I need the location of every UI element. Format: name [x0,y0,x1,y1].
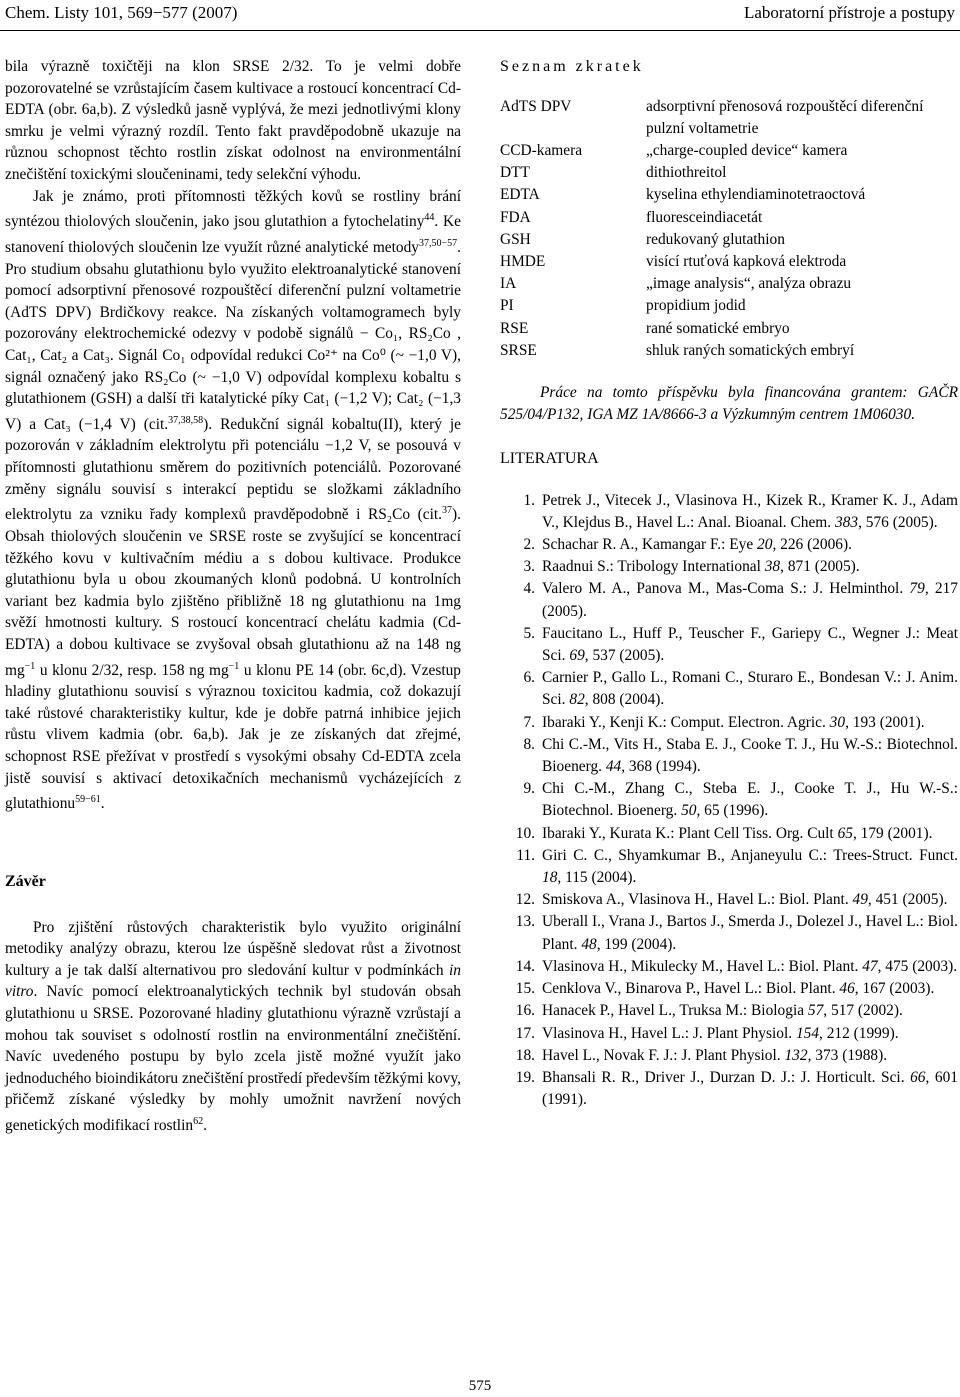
reference-number: 18. [515,1046,535,1064]
reference-text: Valero M. A., Panova M., Mas-Coma S.: J. Helminthol. 79, 217 (2005). [542,580,958,620]
literature-title: LITERATURA [500,450,599,468]
reference-item [500,734,958,778]
reference-text: Chi C.-M., Zhang C., Steba E. J., Cooke T. J., Hu W.-S.: Biotechnol. Bioenerg. 50, 65 (1996). [542,780,958,820]
page-number: 575 [468,1378,492,1394]
reference-text: Petrek J., Vitecek J., Vlasinova H., Kizek R., Kramer K. J., Adam V., Klejdus B., Havel L.: Anal. Bioanal. Chem. 383, 576 (2005). [542,491,958,531]
reference-volume: 20 [757,536,773,554]
abbreviations-title: Seznam zkratek [500,58,644,75]
reference-volume: 38 [764,558,781,576]
reference-number: 3. [523,558,535,576]
reference-text: Hanacek P., Havel L., Truksa M.: Biologia 57, 517 (2002). [542,1002,903,1020]
section-title-conclusion: Závěr [5,872,46,890]
reference-text: Ibaraki Y., Kenji K.: Comput. Electron. Agric. 30, 193 (2001). [542,713,925,731]
abbreviation-row [500,295,958,317]
reference-number: 7. [523,713,535,731]
reference-item [500,578,958,622]
reference-number: 17. [515,1024,535,1042]
reference-volume: 50 [681,802,697,820]
abbreviation-value: shluk raných somatických embryí [646,341,855,359]
reference-item [500,778,958,822]
reference-number: 16. [515,1002,535,1020]
reference-volume: 383 [834,513,859,531]
abbreviations-list [500,96,958,362]
abbreviation-value: visící rtuťová kapková elektroda [646,253,847,271]
abbreviation-row [500,96,958,140]
reference-item [500,534,958,556]
abbreviation-row [500,229,958,251]
reference-item [500,978,958,1000]
reference-item [500,667,958,711]
reference-number: 9. [523,780,535,798]
abbreviation-value: kyselina ethylendiaminotetraoctová [646,186,866,204]
reference-item [500,823,958,845]
reference-text: Vlasinova H., Mikulecky M., Havel L.: Biol. Plant. 47, 475 (2003). [542,957,958,975]
abbreviation-key: DTT [500,164,530,182]
reference-text: Ibaraki Y., Kurata K.: Plant Cell Tiss. Org. Cult 65, 179 (2001). [542,824,933,842]
grant-acknowledgement: Práce na tomto příspěvku byla financována grantem: GAČR 525/04/P132, IGA MZ 1A/8666-3 a Výzkumným centrem 1M06030. [500,384,958,424]
reference-text: Uberall I., Vrana J., Bartos J., Smerda J., Dolezel J., Havel L.: Biol. Plant. 48, 199 (2004). [542,913,958,953]
reference-item [500,845,958,889]
reference-number: 11. [516,846,535,864]
reference-volume: 79 [909,580,925,598]
reference-volume: 154 [795,1024,820,1042]
abbreviation-key: RSE [500,319,529,337]
reference-text: Schachar R. A., Kamangar F.: Eye 20, 226 (2006). [542,536,852,554]
reference-volume: 65 [837,824,853,842]
abbreviation-row [500,318,958,340]
reference-item [500,1067,958,1111]
abbreviation-key: EDTA [500,186,540,204]
reference-text: Raadnui S.: Tribology International 38, 871 (2005). [542,558,860,576]
reference-text: Smiskova A., Vlasinova H., Havel L.: Biol. Plant. 49, 451 (2005). [542,891,948,909]
reference-text: Faucitano L., Huff P., Teuscher F., Gariepy C., Wegner J.: Meat Sci. 69, 537 (2005). [542,624,958,665]
abbreviation-key: SRSE [500,341,537,359]
abbreviation-row [500,162,958,184]
reference-number: 13. [515,913,535,931]
abbreviation-row [500,340,958,362]
abbreviation-value: redukovaný glutathion [646,230,785,248]
reference-volume: 69 [569,647,585,665]
reference-item [500,556,958,578]
abbreviation-key: CCD-kamera [500,142,583,159]
reference-number: 19. [515,1068,535,1086]
abbreviation-value: fluoresceindiacetát [646,208,763,226]
abbreviation-key: IA [500,275,517,293]
abbreviation-value: propidium jodid [646,297,746,315]
abbreviation-key: PI [500,297,514,315]
reference-item [500,889,958,911]
abbreviation-key: HMDE [500,253,546,271]
reference-volume: 66 [910,1068,926,1086]
reference-number: 5. [523,624,535,642]
reference-item [500,911,958,955]
reference-volume: 30 [829,713,846,731]
reference-volume: 44 [605,758,622,776]
reference-number: 12. [515,891,535,909]
reference-list [500,490,958,1112]
reference-number: 10. [515,824,535,842]
journal-citation: Chem. Listy 101, 569−577 (2007) [5,3,238,22]
reference-number: 8. [523,735,535,753]
reference-text: Bhansali R. R., Driver J., Durzan D. J.: J. Horticult. Sci. 66, 601 (1991). [542,1068,958,1109]
reference-volume: 46 [839,980,855,998]
reference-text: Carnier P., Gallo L., Romani C., Sturaro E., Bondesan V.: J. Anim. Sci. 82, 808 (2004). [542,669,958,709]
abbreviation-key: FDA [500,208,531,226]
reference-number: 15. [515,980,535,998]
section-name: Laboratorní přístroje a postupy [743,3,955,22]
reference-text: Vlasinova H., Havel L.: J. Plant Physiol. 154, 212 (1999). [542,1024,899,1042]
paragraph-conclusion: Pro zjištění růstových charakteristik bylo využito originální metodiky analýzy obrazu, kterou lze úspěšně sledovat růst a životnost kultury a je tak další alternativou pro sledování kultur v podmínkách in vitro. Navíc pomocí elektroanalytických technik byl studován obsah glutathionu u SRSE. Pozorované hladiny glutathionu výrazně vzrůstají a mohou tak souviset s odolností rostlin na environmentální znečištění. Navíc uvedeného postupu by bylo zcela jistě možné využít jako jednoduchého bioindikátoru znečištění prostředí především těžkými kovy, přičemž získané výsledky by mohly umožnit navržení nových genetických modifikací rostlin$^{62}$. [5,918,461,1134]
reference-item [500,1023,958,1045]
left-column [5,56,461,1137]
abbreviation-key: GSH [500,230,531,248]
abbreviation-value: „charge-coupled device“ kamera [646,142,848,159]
reference-number: 1. [523,491,535,509]
reference-text: Cenklova V., Binarova P., Havel L.: Biol. Plant. 46, 167 (2003). [542,980,935,998]
right-column [500,56,958,1111]
paragraph-results: bila výrazně toxičtěji na klon SRSE 2/32. To je velmi dobře pozorovatelné se vzrůstajícím časem kultivace a rostoucí koncentrací Cd-EDTA (obr. 6a,b). Z výsledků jasně vyplývá, že mezi jednotlivými klony smrku je velmi výrazný rozdíl. Tento fakt pravděpodobně ukazuje na různou schopnost těchto rostlin získat odolnost na environmentální znečištění toxickými sloučeninami, tedy selekční výhodu. [5,58,461,183]
reference-number: 6. [523,669,535,687]
reference-volume: 132 [784,1046,808,1064]
reference-text: Havel L., Novak F. J.: J. Plant Physiol. 132, 373 (1988). [542,1046,888,1064]
abbreviation-row [500,184,958,206]
reference-volume: 49 [852,891,868,909]
abbreviation-key: AdTS DPV [500,97,572,115]
reference-item [500,956,958,978]
reference-volume: 48 [581,935,597,953]
abbreviation-row [500,251,958,273]
reference-number: 14. [515,957,535,975]
abbreviation-value: rané somatické embryo [646,319,790,337]
abbreviation-value: adsorptivní přenosová rozpouštěcí diferenční pulzní voltametrie [646,97,924,137]
reference-volume: 47 [862,957,878,975]
running-header [0,0,960,31]
reference-volume: 18 [542,869,558,887]
reference-text: Giri C. C., Shyamkumar B., Anjaneyulu C.: Trees-Struct. Funct. 18, 115 (2004). [542,846,958,887]
abbreviation-value: „image analysis“, analýza obrazu [646,275,852,293]
reference-text: Chi C.-M., Vits H., Staba E. J., Cooke T. J., Hu W.-S.: Biotechnol. Bioenerg. 44, 368 (1994). [542,735,958,776]
reference-item [500,1000,958,1022]
abbreviation-row [500,273,958,295]
reference-number: 2. [523,536,535,554]
reference-item [500,712,958,734]
reference-item [500,490,958,534]
reference-number: 4. [523,580,535,598]
reference-item [500,623,958,667]
abbreviation-value: dithiothreitol [646,164,727,182]
reference-item [500,1045,958,1067]
reference-volume: 82 [569,691,585,709]
paragraph-thiols: Jak je známo, proti přítomnosti těžkých kovů se rostliny brání syntézou thiolových sloučenin, jako jsou glutathion a fytochelatiny$^{44}$. Ke stanovení thiolových sloučenin lze využít různé analytické metody$^{37,50-57}$. Pro studium obsahu glutathionu bylo využito elektroanalytické stanovení pomocí adsorptivní přenosové rozpouštěcí diferenční pulzní voltametrie (AdTS DPV) Brdičkovy reakce. Na získaných voltamogramech byly pozorovány elektrochemické odezvy v podobě signálů − Co₁, RS₂Co , Cat₁, Cat₂ a Cat₃. Signál Co₁ odpovídal redukci Co²⁺ na Co⁰ (~ −1,0 V), signál označený jako RS₂Co (~ −1,0 V) odpovídal komplexu kobaltu s glutathionem (GSH) a další tři katalytické píky Cat₁ (−1,2 V); Cat₂ (−1,3 V) a Cat₃ (−1,4 V) (cit.$^{37,38,58}$). Redukční signál kobaltu(II), který je pozorován v základním elektrolytu při potenciálu −1,2 V, se posouvá v přítomnosti glutathionu směrem do pozitivních potenciálů. Pozorované změny signálu souvisí s interakcí peptidu se složkami základního elektrolytu za vzniku řady komplexů pravděpodobně i RS₂Co (cit.$^{37}$). Obsah thiolových sloučenin ve SRSE roste se zvyšující se koncentrací těžkého kovu v kultivačním médiu a s dobou kultivace. Produkce glutathionu byla u obou zkoumaných klonů podobná. U kontrolních variant bez kadmia bylo zjištěno přibližně 18 ng glutathionu na 1mg svěží hmotnosti kultury. S rostoucí koncentrací chelátu kadmia (Cd-EDTA) a dobou kultivace se zvyšoval obsah glutathionu až na 148 ng $mg^{-1}$ u klonu 2/32, resp. 158 ng $mg^{-1}$ u klonu PE 14 (obr. 6c,d). Vzestup hladiny glutathionu souvisí s výraznou toxicitou kadmia, což dokazují také růstové charakteristiky kultur, kde je dobře patrná inhibice jejich růstu vlivem kadmia (obr. 6a,b). Jak je ze získaných dat zřejmé, schopnost RSE přežívat v prostředí s vysokými obsahy Cd-EDTA zcela jistě souvisí s aktivací detoxikačních mechanismů vycházejících z glutathionu$^{59-61}$. [5,187,462,813]
abbreviation-row [500,140,958,162]
reference-volume: 57 [807,1002,824,1020]
abbreviation-row [500,207,958,229]
